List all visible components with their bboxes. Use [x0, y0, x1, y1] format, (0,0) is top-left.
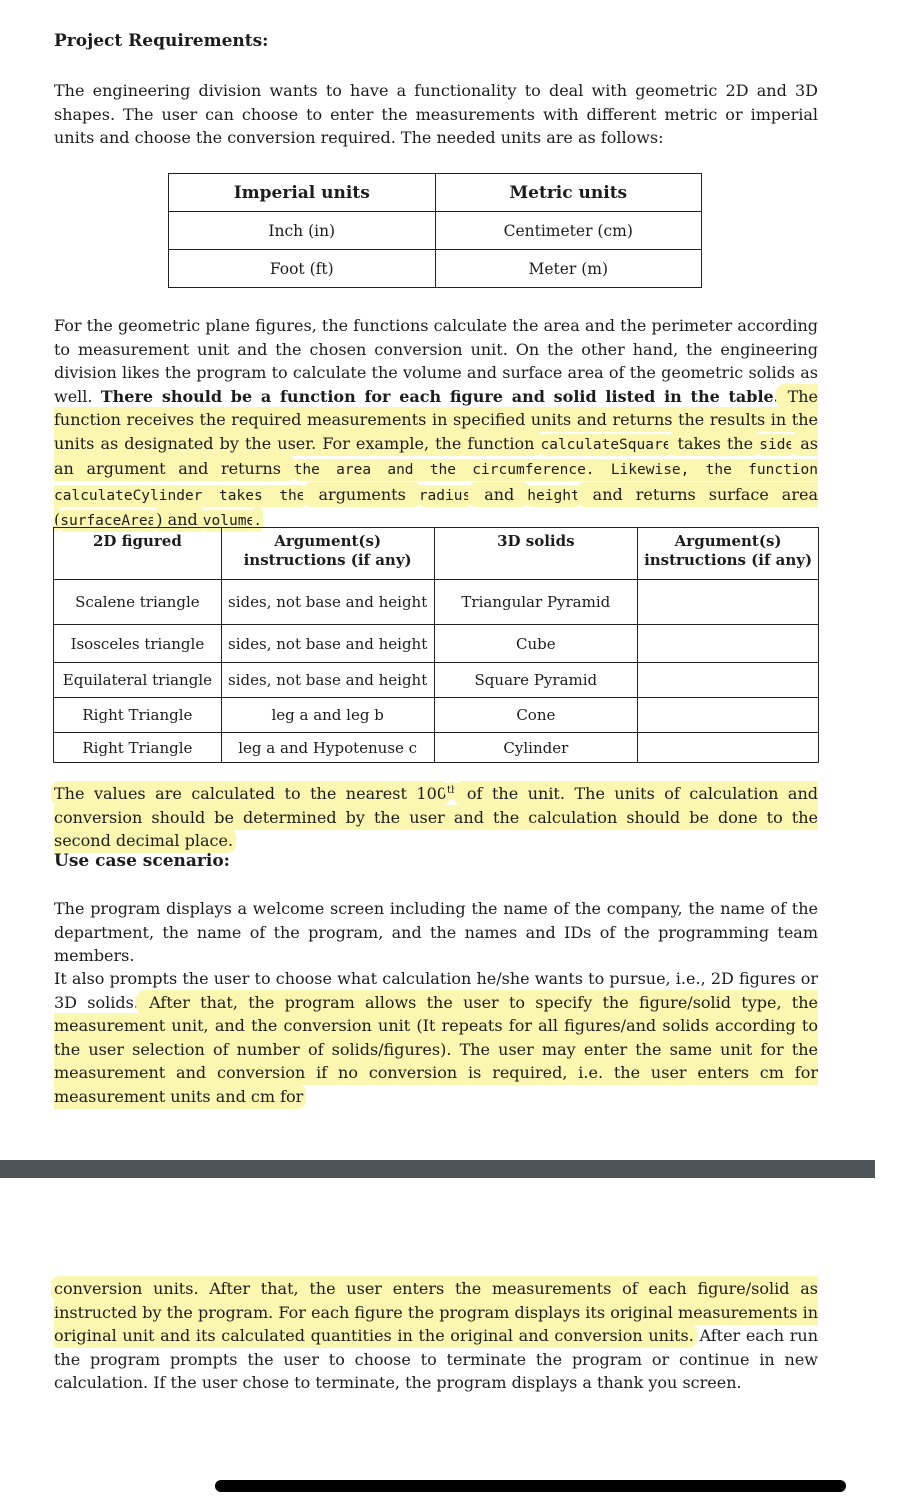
precision-paragraph	[54, 779, 818, 853]
code-side: side	[759, 436, 795, 453]
table-row	[54, 663, 819, 698]
highlight-text: and	[471, 484, 528, 504]
argument-cell	[638, 625, 819, 663]
code-calculate-square: calculateSquare	[540, 436, 672, 453]
home-indicator[interactable]	[215, 1480, 846, 1492]
page-divider	[0, 1160, 875, 1178]
intro-paragraph: The engineering division wants to have a functionality to deal with geometric 2D and 3D shapes. The user can choose to enter the measurements with different metric or imperial units and choose the conversion required. The needed units are as follows:	[54, 81, 818, 147]
code-volume: volume	[202, 513, 256, 529]
shapes-table	[53, 527, 819, 763]
units-table	[168, 173, 702, 288]
units-table-header-row	[169, 174, 702, 212]
highlight-text: arguments	[305, 484, 419, 504]
code-radius: radius	[418, 487, 472, 504]
table-row	[169, 212, 702, 250]
prompts-paragraph	[54, 967, 818, 1108]
highlight-text: .	[255, 510, 261, 529]
project-requirements-heading: Project Requirements:	[54, 31, 269, 51]
header-2d-figured: 2D figured	[54, 528, 222, 580]
highlight-text: ) and	[156, 510, 203, 529]
figure-cell: Right Triangle	[54, 698, 222, 733]
table-row	[54, 698, 819, 733]
welcome-paragraph: The program displays a welcome screen including the name of the company, the name of the department, the name of the program, and the names and IDs of the programming team members.	[54, 899, 818, 965]
code-surface-area: surfaceArea	[60, 513, 157, 529]
header-arguments-3d: Argument(s) instructions (if any)	[638, 528, 819, 580]
highlight-text: After that, the program allows the user to specify the figure/solid type, the measurement unit, and the conversion unit (It repeats for all figures/and solids according to the user selection of number of solids/figures). The user may enter the same unit for the measurement and conversion if no conversion is required, i.e. the user enters cm for measurement units and cm for	[54, 992, 818, 1106]
argument-cell: leg a and leg b	[221, 698, 434, 733]
table-row	[54, 733, 819, 763]
solid-cell: Square Pyramid	[434, 663, 638, 698]
figure-cell: Equilateral triangle	[54, 663, 222, 698]
para5-text: It also prompts the user to choose what calculation he/she wants to pursue, i.e., 2D figures or 3D solids.	[54, 969, 818, 1012]
units-header-imperial: Imperial units	[169, 174, 436, 212]
highlight-text: as an argument and returns	[54, 433, 819, 478]
conversion-paragraph	[54, 1277, 818, 1395]
argument-cell	[638, 580, 819, 625]
highlight-text: and returns surface area (	[54, 484, 819, 529]
header-arguments-2d: Argument(s) instructions (if any)	[221, 528, 434, 580]
argument-cell: leg a and Hypotenuse c	[221, 733, 434, 763]
highlight-text: conversion units. After that, the user enters the measurements of each figure/solid as instructed by the program. For each figure the program displays its original measurements in original unit and its calculated quantities in the original and conversion units.	[54, 1279, 818, 1345]
superscript-th: th	[446, 785, 458, 796]
solid-cell: Cube	[434, 625, 638, 663]
highlight-text: The values are calculated to the nearest 100	[54, 784, 447, 804]
argument-cell	[638, 698, 819, 733]
unit-cell: Centimeter (cm)	[435, 212, 702, 250]
argument-cell	[638, 733, 819, 763]
code-height: height	[527, 487, 580, 504]
figure-cell: Scalene triangle	[54, 580, 222, 625]
functions-paragraph	[54, 314, 818, 534]
highlight-text: of the unit. The units of calculation and conversion should be determined by the user and the calculation should be done to the second decimal place.	[54, 784, 818, 851]
solid-cell: Cylinder	[434, 733, 638, 763]
table-row	[54, 580, 819, 625]
table-row	[169, 250, 702, 288]
shapes-table-header-row	[54, 528, 819, 580]
argument-cell: sides, not base and height	[221, 580, 434, 625]
unit-cell: Foot (ft)	[169, 250, 436, 288]
unit-cell: Meter (m)	[435, 250, 702, 288]
header-3d-solids: 3D solids	[434, 528, 638, 580]
highlight-text: The function receives the required measurements in specified units and returns the results in the units as designated by the user. For example, the function	[54, 386, 819, 453]
use-case-heading: Use case scenario:	[54, 851, 230, 871]
para2-text: For the geometric plane figures, the functions calculate the area and the perimeter according to measurement unit and the chosen conversion unit. On the other hand, the engineering division likes the program to calculate the volume and surface area of the geometric solids as well.	[54, 316, 818, 406]
argument-cell: sides, not base and height	[221, 625, 434, 663]
unit-cell: Inch (in)	[169, 212, 436, 250]
highlight-text: takes the	[671, 433, 760, 453]
code-area-circumference: the area and the circumference. Likewise, the function calculateCylinder takes the	[54, 462, 818, 504]
figure-cell: Right Triangle	[54, 733, 222, 763]
argument-cell: sides, not base and height	[221, 663, 434, 698]
para6-text: After each run the program prompts the user to choose to terminate the program or continue in new calculation. If the user chose to terminate, the program displays a thank you screen.	[54, 1326, 819, 1392]
argument-cell	[638, 663, 819, 698]
para2-bold-text: There should be a function for each figure and solid listed in the table.	[100, 386, 780, 406]
solid-cell: Triangular Pyramid	[434, 580, 638, 625]
table-row	[54, 625, 819, 663]
figure-cell: Isosceles triangle	[54, 625, 222, 663]
solid-cell: Cone	[434, 698, 638, 733]
units-header-metric: Metric units	[435, 174, 702, 212]
